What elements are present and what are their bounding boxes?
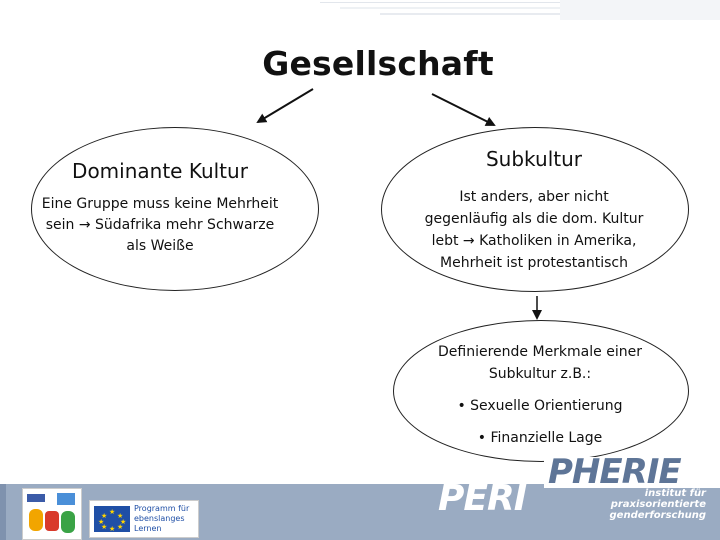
dominant-line3: als Weiße	[126, 238, 194, 254]
subculture-heading: Subkultur	[485, 147, 582, 171]
sub-line1: Ist anders, aber nicht	[459, 189, 609, 205]
characteristics-content	[405, 341, 675, 449]
peripherie-logo	[436, 452, 720, 540]
merkmale-line2: Subkultur z.B.:	[488, 366, 592, 382]
dominant-culture-heading: Dominante Kultur	[72, 159, 248, 183]
subculture-content	[393, 147, 675, 274]
arrow-to-dominant	[258, 89, 313, 122]
right-arrow-icon: →	[462, 233, 475, 249]
arrow-to-subkultur	[432, 94, 494, 125]
merkmale-bullet2: • Finanzielle Lage	[477, 430, 603, 446]
eu-flag-icon: ★ ★ ★ ★ ★ ★ ★ ★	[94, 506, 130, 532]
dominant-culture-content	[31, 159, 289, 257]
merkmale-line1: Definierende Merkmale einer	[438, 344, 642, 360]
diagram-title: Gesellschaft	[262, 44, 494, 83]
sub-line4: Mehrheit ist protestantisch	[440, 255, 628, 271]
sub-line3: lebt → Katholiken in Amerika,	[431, 233, 637, 249]
logo-institute-text: institut für praxisorientierte genderforschung	[609, 488, 706, 521]
eu-programme-logo	[89, 500, 199, 538]
merkmale-bullet1: • Sexuelle Orientierung	[457, 398, 623, 414]
logo-pherie-text: PHERIE	[548, 452, 681, 492]
sub-line2: gegenläufig als die dom. Kultur	[424, 211, 644, 227]
subculture-text	[393, 186, 675, 274]
characteristics-intro	[405, 341, 675, 385]
dominant-culture-text	[31, 194, 289, 257]
right-arrow-icon: →	[78, 217, 91, 233]
logo-peri-text: PERI	[438, 478, 527, 519]
dominant-line2: sein → Südafrika mehr Schwarze	[45, 217, 275, 233]
dominant-line1: Eine Gruppe muss keine Mehrheit	[41, 196, 279, 212]
footer-bar-edge	[0, 484, 6, 540]
partner-logo	[22, 488, 82, 540]
eu-programme-text: Programm für ebenslanges Lernen	[134, 504, 190, 533]
